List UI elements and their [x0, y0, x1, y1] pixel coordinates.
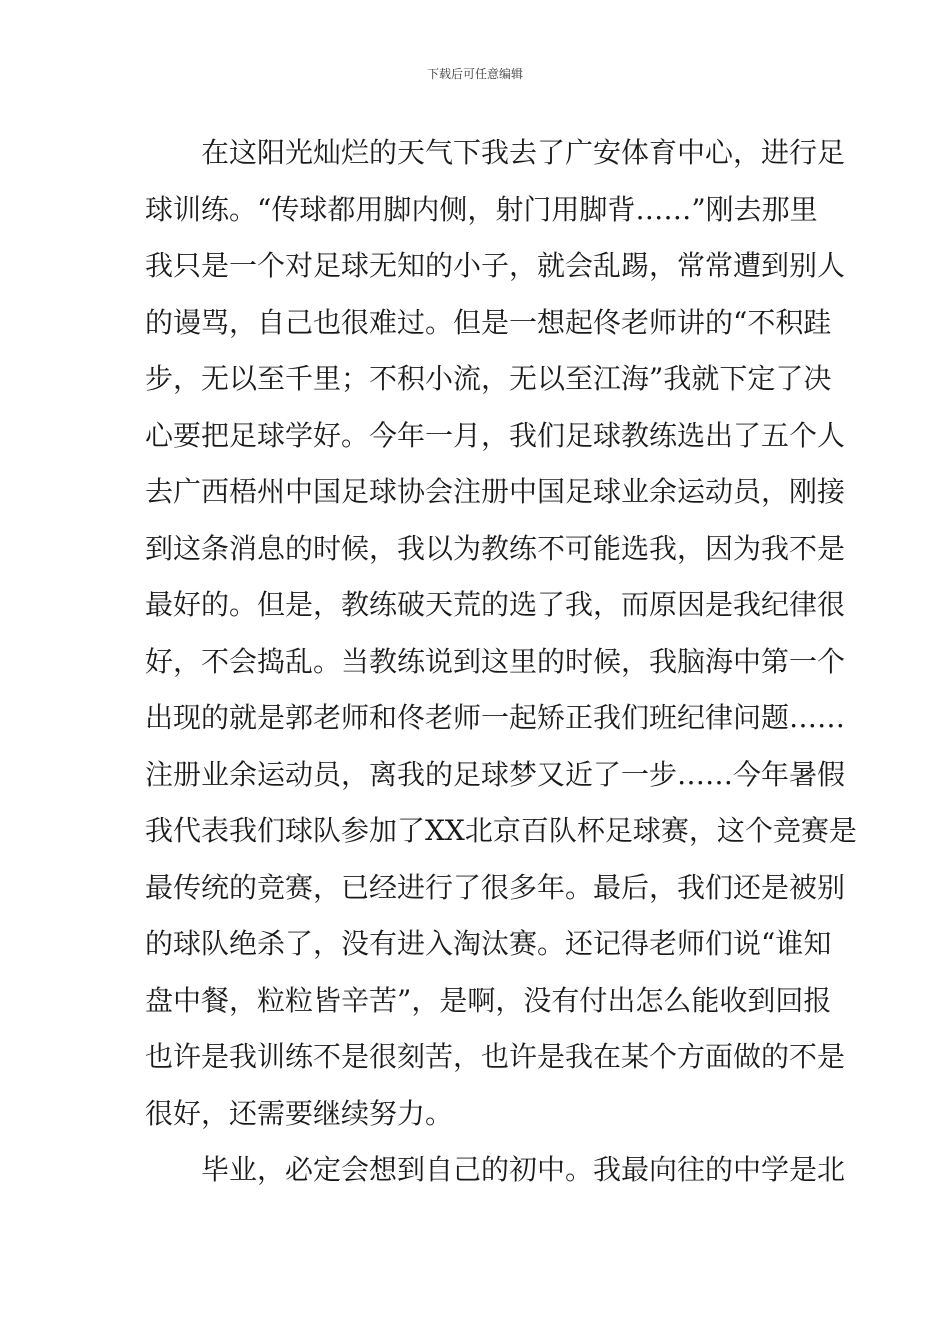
text-line: 步，无以至千里；不积小流，无以至江海”我就下定了决: [145, 362, 832, 395]
text-line: 很好，还需要继续努力。: [145, 1096, 454, 1130]
text-line: 到这条消息的时候，我以为教练不可能选我，因为我不是: [145, 531, 846, 565]
text-line: 注册业余运动员，离我的足球梦又近了一步……今年暑假: [145, 757, 846, 791]
text-line: 也许是我训练不是很刻苦，也许是我在某个方面做的不是: [145, 1040, 846, 1073]
text-line: 球训练。“传球都用脚内侧，射门用脚背……”刚去那里: [145, 192, 818, 226]
text-line: 最好的。但是，教练破天荒的选了我，而原因是我纪律很: [145, 588, 846, 621]
text-line: 毕业，必定会想到自己的初中。我最向往的中学是北: [201, 1153, 846, 1186]
document-body: [145, 125, 857, 1199]
text-line: 盘中餐，粒粒皆辛苦”，是啊，没有付出怎么能收到回报: [145, 983, 832, 1017]
text-line: 的球队绝杀了，没有进入淘汰赛。还记得老师们说“谁知: [145, 927, 832, 960]
text-line: 去广西梧州中国足球协会注册中国足球业余运动员，刚接: [145, 475, 846, 508]
text-line: 心要把足球学好。今年一月，我们足球教练选出了五个人: [145, 418, 846, 452]
text-line: 出现的就是郭老师和佟老师一起矫正我们班纪律问题……: [145, 701, 846, 734]
text-line: 的谩骂，自己也很难过。但是一想起佟老师讲的“不积跬: [145, 305, 832, 339]
text-line: 在这阳光灿烂的天气下我去了广安体育中心，进行足: [201, 136, 846, 169]
page-header: 下载后可任意编辑: [426, 67, 523, 81]
text-line: 最传统的竞赛，已经进行了很多年。最后，我们还是被别: [145, 870, 846, 904]
text-line: 好，不会捣乱。当教练说到这里的时候，我脑海中第一个: [145, 644, 846, 678]
text-line: 我只是一个对足球无知的小子，就会乱踢，常常遭到别人: [145, 249, 846, 282]
text-line: 我代表我们球队参加了XX北京百队杯足球赛，这个竞赛是: [145, 814, 857, 847]
